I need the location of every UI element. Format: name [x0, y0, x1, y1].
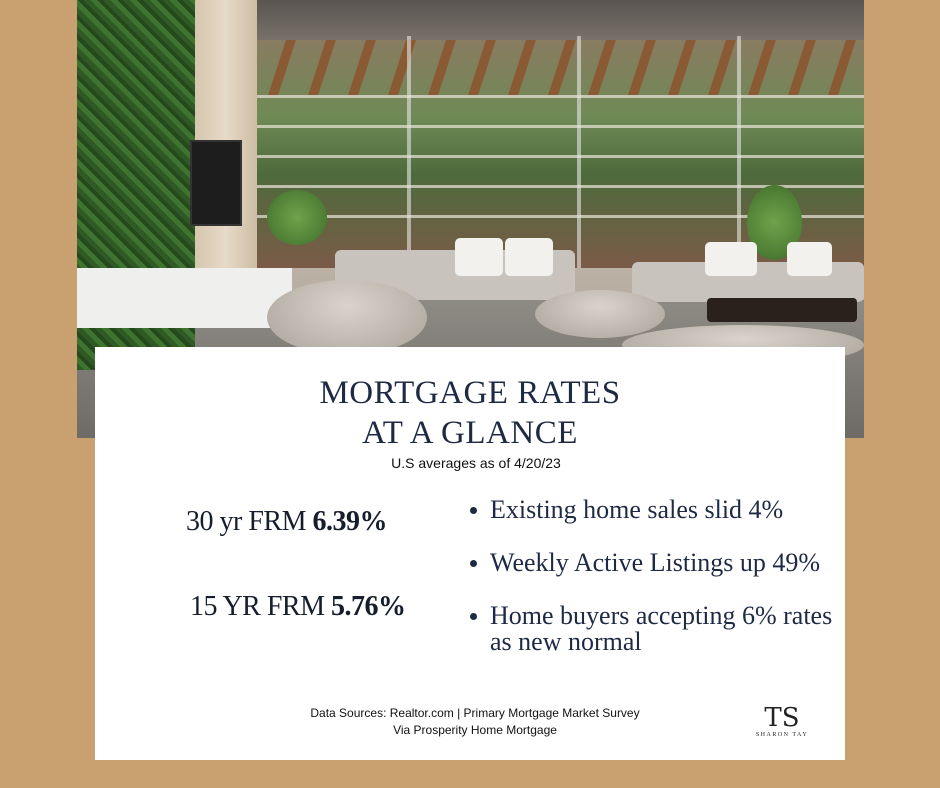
logo-name: SHARON TAY: [755, 732, 809, 738]
subtitle-date: U.S averages as of 4/20/23: [391, 455, 561, 471]
coffee-table: [707, 298, 857, 322]
rate-label: 30 yr FRM: [186, 506, 306, 537]
title-line-2: AT A GLANCE: [362, 415, 578, 451]
rate-value: 5.76%: [331, 591, 406, 622]
page-title: [95, 373, 845, 453]
rate-30-year: [186, 506, 387, 538]
tv-console: [77, 268, 292, 328]
list-item: Home buyers accepting 6% rates as new normal: [465, 603, 835, 655]
market-news-list: [465, 497, 835, 682]
list-item: Existing home sales slid 4%: [465, 497, 835, 523]
rate-value: 6.39%: [312, 506, 387, 537]
brand-logo: [747, 704, 817, 738]
rate-label: 15 YR FRM: [190, 591, 325, 622]
data-sources: [290, 705, 660, 739]
pouf: [535, 290, 665, 338]
title-line-1: MORTGAGE RATES: [319, 375, 621, 411]
sources-line-1: Data Sources: Realtor.com | Primary Mortgage Market Survey: [310, 706, 640, 720]
logo-monogram: TS: [764, 703, 800, 733]
list-item: Weekly Active Listings up 49%: [465, 550, 835, 576]
pouf: [267, 280, 427, 355]
rate-15-year: [190, 591, 406, 623]
television: [190, 140, 242, 226]
plant: [267, 190, 327, 245]
bullet-icon: [470, 613, 477, 620]
info-panel: [95, 347, 845, 760]
bullet-icon: [470, 507, 477, 514]
sources-line-2: Via Prosperity Home Mortgage: [393, 723, 557, 737]
bullet-icon: [470, 560, 477, 567]
